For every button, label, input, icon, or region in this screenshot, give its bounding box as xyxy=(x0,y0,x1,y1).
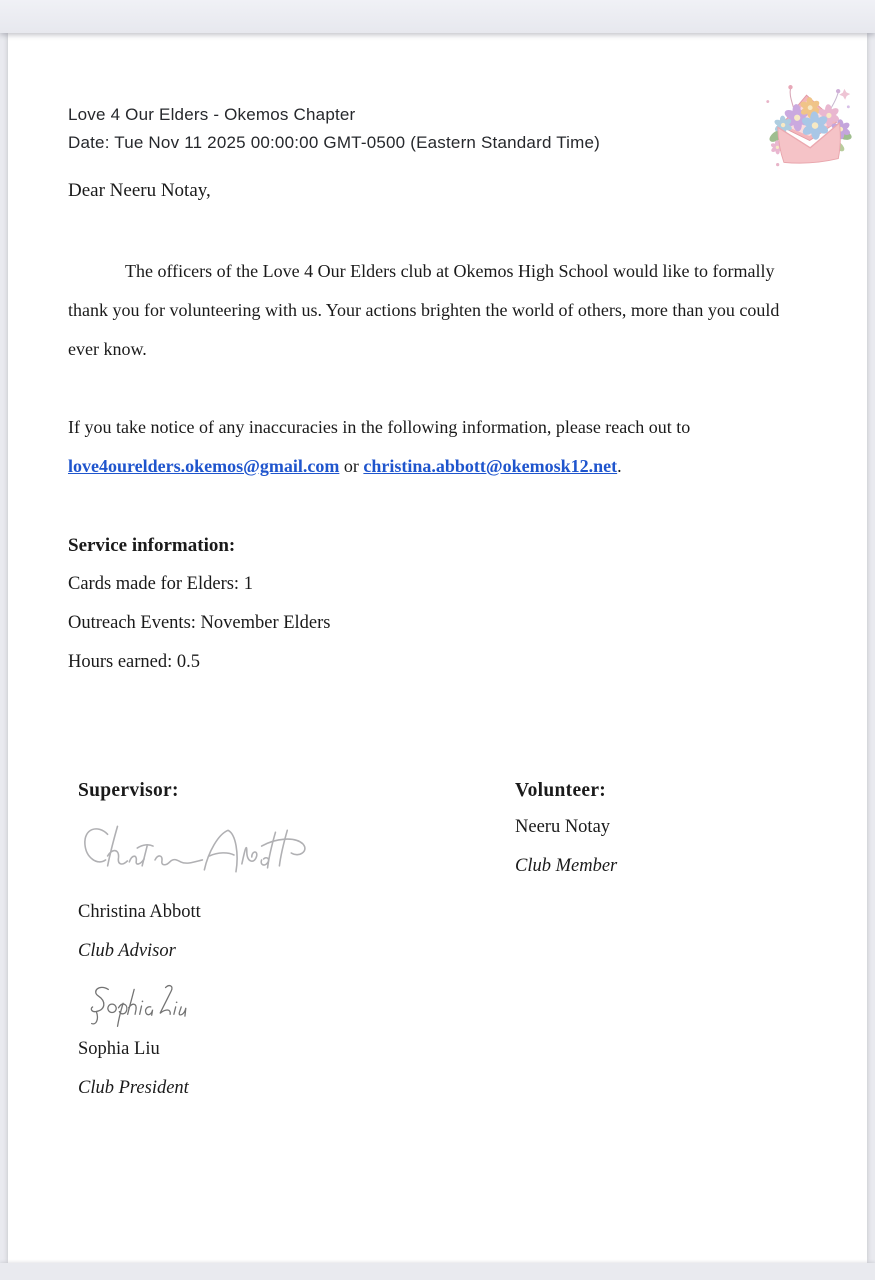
signature-columns xyxy=(78,777,807,971)
top-frame-bar xyxy=(0,0,875,33)
supervisor-block xyxy=(78,777,515,971)
advisor-email-link[interactable]: christina.abbott@okemosk12.net xyxy=(363,456,618,476)
service-heading: Service information: xyxy=(68,535,236,556)
sophia-liu-signature xyxy=(80,982,192,1030)
club-email-link[interactable]: love4ourelders.okemos@gmail.com xyxy=(68,456,340,476)
letter-page xyxy=(8,33,867,1263)
letter-date: Date: Tue Nov 11 2025 00:00:00 GMT-0500 (Eastern Standard Time) xyxy=(68,133,601,152)
service-item-cards: Cards made for Elders: 1 xyxy=(68,574,253,594)
envelope-with-flowers-icon xyxy=(759,78,859,174)
contact-paragraph xyxy=(68,408,807,486)
contact-text-before: If you take notice of any inaccuracies in the following information, please reach out to xyxy=(68,417,691,437)
volunteer-heading: Volunteer: xyxy=(515,780,607,801)
service-item-hours: Hours earned: 0.5 xyxy=(68,652,201,672)
salutation: Dear Neeru Notay, xyxy=(68,180,211,201)
supervisor-role: Club Advisor xyxy=(78,941,176,961)
contact-text-after: . xyxy=(617,456,622,476)
volunteer-role: Club Member xyxy=(515,856,618,876)
thank-you-paragraph: The officers of the Love 4 Our Elders club at Okemos High School would like to formally thank you for volunteering with us. Your actions brighten the world of others, more than you could ever know. xyxy=(68,261,780,359)
christina-abbott-signature xyxy=(78,815,310,893)
president-block xyxy=(78,982,807,1108)
org-title: Love 4 Our Elders - Okemos Chapter xyxy=(68,105,356,124)
contact-separator: or xyxy=(339,456,364,476)
bottom-frame-bar xyxy=(0,1263,875,1280)
supervisor-heading: Supervisor: xyxy=(78,780,179,801)
supervisor-name: Christina Abbott xyxy=(78,902,201,922)
service-information-section xyxy=(68,526,807,682)
volunteer-block xyxy=(515,777,807,971)
volunteer-name: Neeru Notay xyxy=(515,817,611,837)
service-item-events: Outreach Events: November Elders xyxy=(68,613,331,633)
president-name: Sophia Liu xyxy=(78,1039,160,1059)
president-role: Club President xyxy=(78,1078,189,1098)
